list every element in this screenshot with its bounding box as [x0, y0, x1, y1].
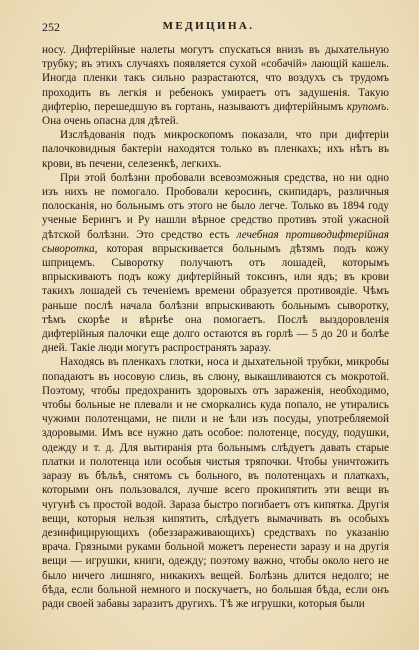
text-run: носу. Дифтерійные налеты могутъ спускаться внизъ въ дыхательную трубку; въ этихъ случаяхъ появляется сухой «собачій» лающій кашель. Иногда пленки такъ сильно разрастаются, что воздухъ съ трудомъ проходить въ легкія и ребенокъ умираетъ отъ задушенія. Такую дифтерію, перешедшую въ гортань, называютъ дифтерійнымъ: [42, 44, 389, 113]
text-run: Находясь въ пленкахъ глотки, носа и дыхательной трубки, микробы попадаютъ въ носовую слизь, въ слюну, выкашливаются съ мокротой. Поэтому, чтобы предохранить здоровыхъ отъ зараженія, необходимо, чтобы больные не плевали и не сморкались куда попало, не утирались чужими полотенцами, не пили и не ѣли изъ посуды, употребляемой здоровыми. Имъ все нужно дать особое: полотенце, посуду, подушки, одежду и т. д. Для вытиранія рта больнымъ слѣдуетъ давать старые платки и полотенца или особыя чистыя тряпочки. Чтобы уничтожить заразу въ бѣльѣ, снятомъ съ больного, въ полотенцахъ и платкахъ, которыми онъ пользовался, лучше всего прокипятить эти вещи въ чугунѣ съ простой водой. Зараза быстро погибаетъ отъ кипятка. Другія вещи, которыя нельзя кипятить, слѣдуетъ вымачивать въ особыхъ дезинфицирующихъ (обеззараживающихъ) средствахъ по указанію врача. Грязными руками больной можетъ перенести заразу и на другія вещи — игрушки, книги, одежду; поэтому важно, чтобы около него не было ничего лишняго, никакихъ вещей. Болѣзнь длится недолго; не бѣда, если больной немного и поскучаетъ, но большая бѣда, если онъ ради своей забавы заразитъ другихъ. Тѣ же игрушки, которыя были: [42, 356, 389, 610]
running-head: МЕДИЦИНА.: [162, 20, 255, 32]
text-run: . Она очень опасна для дѣтей.: [42, 100, 389, 128]
body-text: [42, 43, 389, 611]
page-number: 252: [42, 20, 60, 34]
italic-term: лечебная противодифтерійная сыворотка: [42, 228, 389, 255]
paragraph: [42, 355, 389, 611]
text-run: , которая впрыскивается больнымъ дѣтямъ подъ кожу шприцемъ. Сыворотку получаютъ отъ лошадей, которымъ впрыскиваютъ подъ кожу дифтерійный токсинъ, или ядъ; въ крови такихъ лошадей съ теченіемъ времени образуется противоядіе. Чѣмъ раньше послѣ начала болѣзни впрыскивають больнымъ сыворотку, тѣмъ скорѣе и вѣрнѣе она помогаетъ. Послѣ выздоровленія дифтерійныя палочки еще долго остаются въ горлѣ — 5 до 20 и болѣе дней. Такіе люди могутъ распространять заразу.: [42, 242, 389, 355]
italic-term: крупомъ: [346, 100, 387, 113]
text-run: При этой болѣзни пробовали всевозможныя средства, но ни одно изъ нихъ не помогало. Пробовали керосинъ, скипидаръ, различныя полосканія, но больнымъ отъ этого не было легче. Только въ 1894 году ученые Берингъ и Ру нашли вѣрное средство противъ этой ужасной дѣтской болѣзни. Это средство есть: [42, 171, 389, 241]
page-header: [42, 20, 375, 38]
paragraph: [42, 43, 389, 128]
text-run: Изслѣдованія подъ микроскопомъ показали, что при дифтеріи палочковидныя бактеріи находятся только въ пленкахъ; ихъ нѣтъ въ крови, въ печени, селезенкѣ, легкихъ.: [42, 129, 389, 170]
paragraph: [42, 128, 389, 171]
paragraph: [42, 171, 389, 356]
